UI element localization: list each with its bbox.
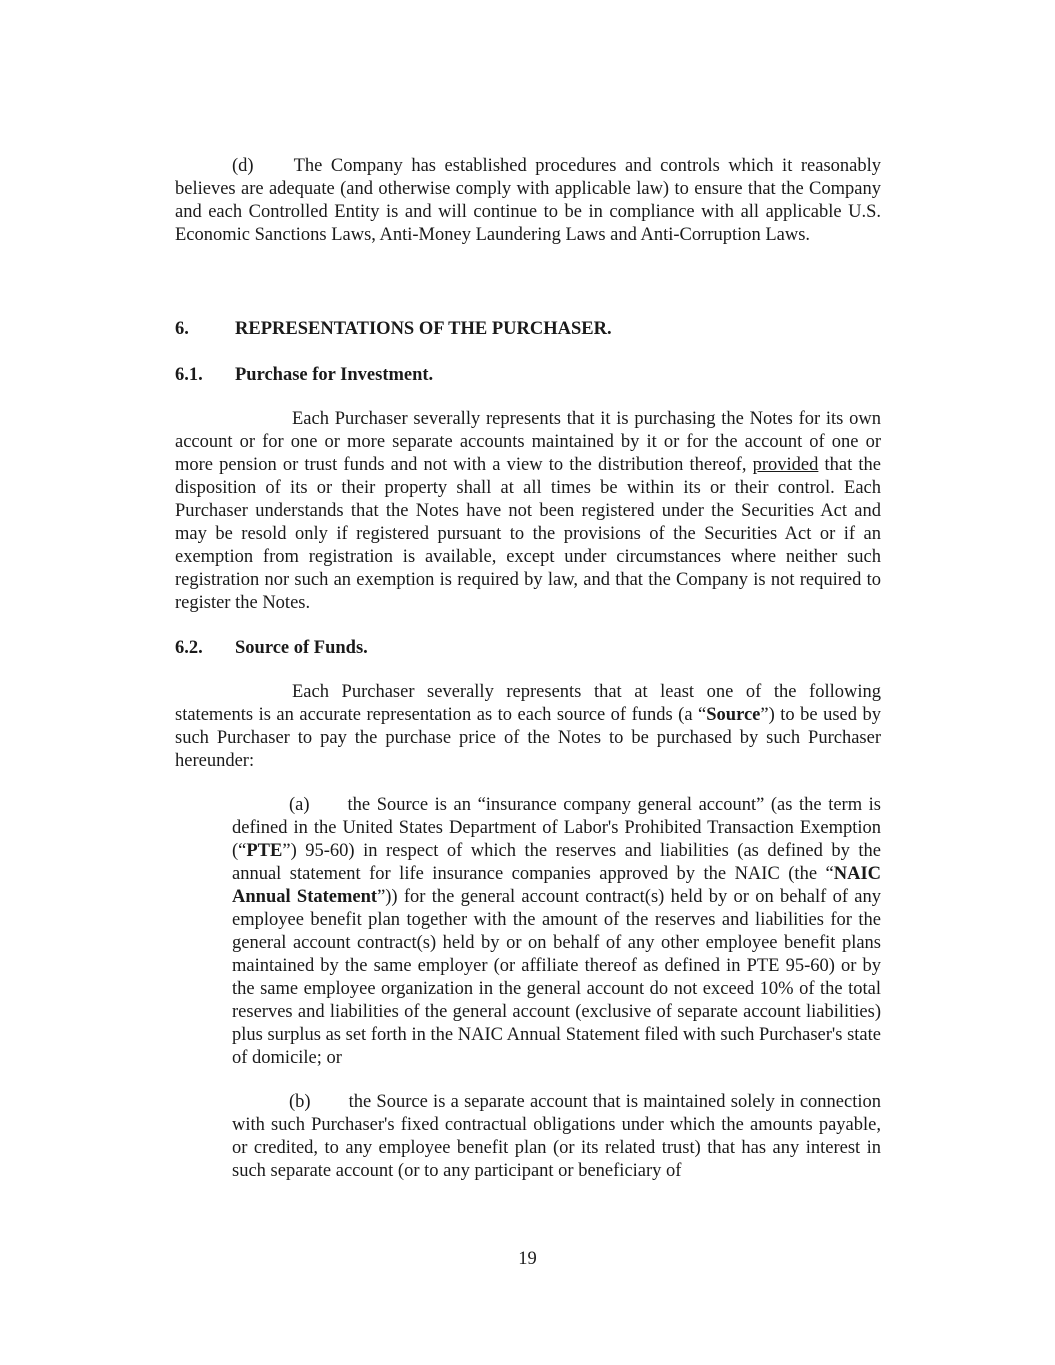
paragraph-b-text: the Source is a separate account that is maintained solely in connection with such Purchaser's fixed contractual obligations under which the amounts payable, or credited, to any employee benefit plan (or its related trust) that has any interest in such separate account (or to any participant or beneficiary of bbox=[232, 1092, 881, 1181]
paragraph-a-text-2: ”) 95-60) in respect of which the reserves and liabilities (as defined by the annual statement for life insurance companies approved by the NAIC (the “ bbox=[232, 841, 881, 884]
section-6-1-heading bbox=[175, 364, 881, 387]
section-6-heading bbox=[175, 318, 881, 341]
section-6-title: REPRESENTATIONS OF THE PURCHASER. bbox=[235, 319, 612, 339]
defined-term-source: Source bbox=[706, 705, 761, 725]
section-6-2-text-after: ”) to be used by such Purchaser to pay the purchase price of the Notes to be purchased by such Purchaser hereunder: bbox=[175, 705, 881, 771]
defined-term-pte: PTE bbox=[246, 841, 283, 861]
section-6-2-body bbox=[175, 681, 881, 773]
paragraph-d-label: (d) bbox=[232, 156, 254, 176]
section-6-1-number: 6.1. bbox=[175, 365, 203, 385]
paragraph-a-label: (a) bbox=[289, 795, 310, 815]
paragraph-d bbox=[175, 155, 881, 247]
section-6-2-title: Source of Funds. bbox=[235, 638, 368, 658]
paragraph-a bbox=[232, 794, 881, 1070]
paragraph-a-text-1: the Source is an “insurance company general account” (as the term is defined in the United States Department of Labor's Prohibited Transaction Exemption (“ bbox=[232, 795, 881, 861]
paragraph-b-label: (b) bbox=[289, 1092, 311, 1112]
section-6-1-text-before: Each Purchaser severally represents that it is purchasing the Notes for its own account or for one or more separate accounts maintained by it or for the account of one or more pension or trust funds and not with a view to the distribution thereof, bbox=[175, 409, 881, 475]
section-6-1-text-after: that the disposition of its or their property shall at all times be within its or their control. Each Purchaser understands that the Notes have not been registered under the Securities Act and may be resold only if registered pursuant to the provisions of the Securities Act or if an exemption from registration is available, except under circumstances where neither such registration nor such an exemption is required by law, and that the Company is not required to register the Notes. bbox=[175, 455, 882, 613]
section-6-2-number: 6.2. bbox=[175, 638, 203, 658]
defined-term-naic-annual-statement: NAIC Annual Statement bbox=[232, 864, 881, 907]
provided-term: provided bbox=[752, 455, 819, 475]
paragraph-b bbox=[232, 1091, 881, 1183]
section-6-number: 6. bbox=[175, 319, 189, 339]
section-6-1-title: Purchase for Investment. bbox=[235, 365, 434, 385]
paragraph-d-text: The Company has established procedures and controls which it reasonably believes are adequate (and otherwise comply with applicable law) to ensure that the Company and each Controlled Entity is and will continue to be in compliance with all applicable U.S. Economic Sanctions Laws, Anti-Money Laundering Laws and Anti-Corruption Laws. bbox=[175, 156, 881, 245]
section-6-2-text-before: Each Purchaser severally represents that at least one of the following statements is an accurate representation as to each source of funds (a “ bbox=[175, 682, 881, 725]
section-6-2-heading bbox=[175, 637, 881, 660]
paragraph-a-text-3: ”)) for the general account contract(s) held by or on behalf of any employee benefit plan together with the amount of the reserves and liabilities for the general account contract(s) held by or on behalf of any other employee benefit plans maintained by the same employer (or affiliate thereof as defined in PTE 95-60) or by the same employee organization in the general account do not exceed 10% of the total reserves and liabilities of the general account (exclusive of separate account liabilities) plus surplus as set forth in the NAIC Annual Statement filed with such Purchaser's state of domicile; or bbox=[232, 887, 881, 1068]
page-number: 19 bbox=[518, 1249, 537, 1269]
section-6-1-body bbox=[175, 408, 881, 615]
